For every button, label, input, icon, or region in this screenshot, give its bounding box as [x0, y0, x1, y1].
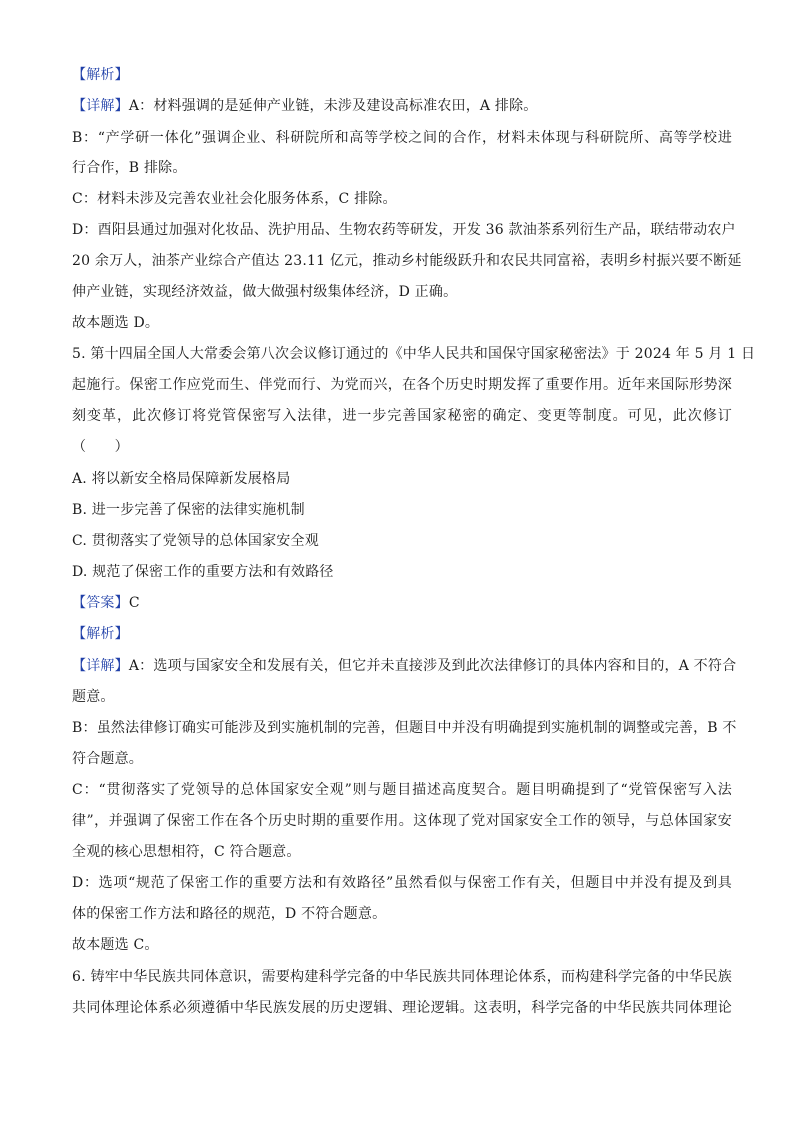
q5-detail-line-8: D：选项“规范了保密工作的重要方法和有效路径”虽然看似与保密工作有关，但题目中并没有提及到具 — [72, 875, 732, 891]
q5-analysis-label: 【解析】 — [72, 626, 129, 642]
q5-stem-line-2: 起施行。保密工作应党而生、伴党而行、为党而兴，在各个历史时期发挥了重要作用。近年来国际形势深 — [72, 377, 732, 393]
q5-detail-line-2: 题意。 — [72, 689, 115, 705]
q5-detail-line-6: 律”，并强调了保密工作在各个历史时期的重要作用。这体现了党对国家安全工作的领导，与总体国家安 — [72, 813, 732, 829]
q5-detail-line-1 — [72, 657, 737, 675]
q5-conclusion: 故本题选 C。 — [72, 937, 159, 953]
q5-stem-line-3: 刻变革，此次修订将党管保密写入法律，进一步完善国家秘密的确定、变更等制度。可见，此次修订 — [72, 408, 732, 424]
q4-line-c: C：材料未涉及完善农业社会化服务体系，C 排除。 — [72, 191, 397, 207]
q4-detail-line-1 — [72, 97, 732, 115]
q5-option-b: B. 进一步完善了保密的法律实施机制 — [72, 502, 305, 518]
q5-stem-line-1: 5. 第十四届全国人大常委会第八次会议修订通过的《中华人民共和国保守国家秘密法》于 2024 年 5 月 1 日 — [72, 346, 756, 362]
q5-detail-line-3: B：虽然法律修订确实可能涉及到实施机制的完善，但题目中并没有明确提到实施机制的调整或完善，B 不 — [72, 720, 737, 736]
q5-option-d: D. 规范了保密工作的重要方法和有效路径 — [72, 564, 334, 580]
q5-answer — [72, 594, 732, 612]
q4-line-b2: 行合作，B 排除。 — [72, 160, 187, 176]
q4-detail-text: A：材料强调的是延伸产业链，未涉及建设高标准农田，A 排除。 — [128, 98, 538, 114]
q5-detail-line-9: 体的保密工作方法和路径的规范，D 不符合题意。 — [72, 906, 387, 922]
q5-detail-line-4: 符合题意。 — [72, 751, 143, 767]
q5-answer-value: C — [128, 595, 140, 611]
q4-detail-label: 【详解】 — [72, 98, 129, 114]
q5-answer-blank: （ ） — [72, 439, 129, 455]
q5-option-a: A. 将以新安全格局保障新发展格局 — [72, 471, 291, 487]
q4-line-d3: 伸产业链，实现经济效益，做大做强村级集体经济，D 正确。 — [72, 284, 458, 300]
q6-stem-line-2: 共同体理论体系必须遵循中华民族发展的历史逻辑、理论逻辑。这表明，科学完备的中华民族共同体理论 — [72, 1000, 732, 1016]
q5-detail-line-7: 全观的核心思想相符，C 符合题意。 — [72, 844, 301, 860]
q4-conclusion: 故本题选 D。 — [72, 315, 160, 331]
q4-line-d1: D：酉阳县通过加强对化妆品、洗护用品、生物农药等研发，开发 36 款油茶系列衍生产品，联结带动农户 — [72, 222, 736, 238]
q5-answer-label: 【答案】 — [72, 595, 129, 611]
q4-line-d2: 20 余万人，油茶产业综合产值达 23.11 亿元，推动乡村能级跃升和农民共同富裕，表明乡村振兴要不断延 — [72, 253, 742, 269]
q4-analysis-label: 【解析】 — [72, 67, 129, 83]
q5-detail-line-5: C：“贯彻落实了党领导的总体国家安全观”则与题目描述高度契合。题目明确提到了“党管保密写入法 — [72, 782, 732, 798]
q4-line-b1: B：“产学研一体化”强调企业、科研院所和高等学校之间的合作，材料未体现与科研院所、高等学校进 — [72, 130, 732, 146]
q5-detail-label: 【详解】 — [72, 658, 129, 674]
q5-option-c: C. 贯彻落实了党领导的总体国家安全观 — [72, 533, 319, 549]
q6-stem-line-1: 6. 铸牢中华民族共同体意识，需要构建科学完备的中华民族共同体理论体系，而构建科学完备的中华民族 — [72, 969, 732, 985]
q5-detail-text: A：选项与国家安全和发展有关，但它并未直接涉及到此次法律修订的具体内容和目的，A 不符合 — [128, 658, 737, 674]
